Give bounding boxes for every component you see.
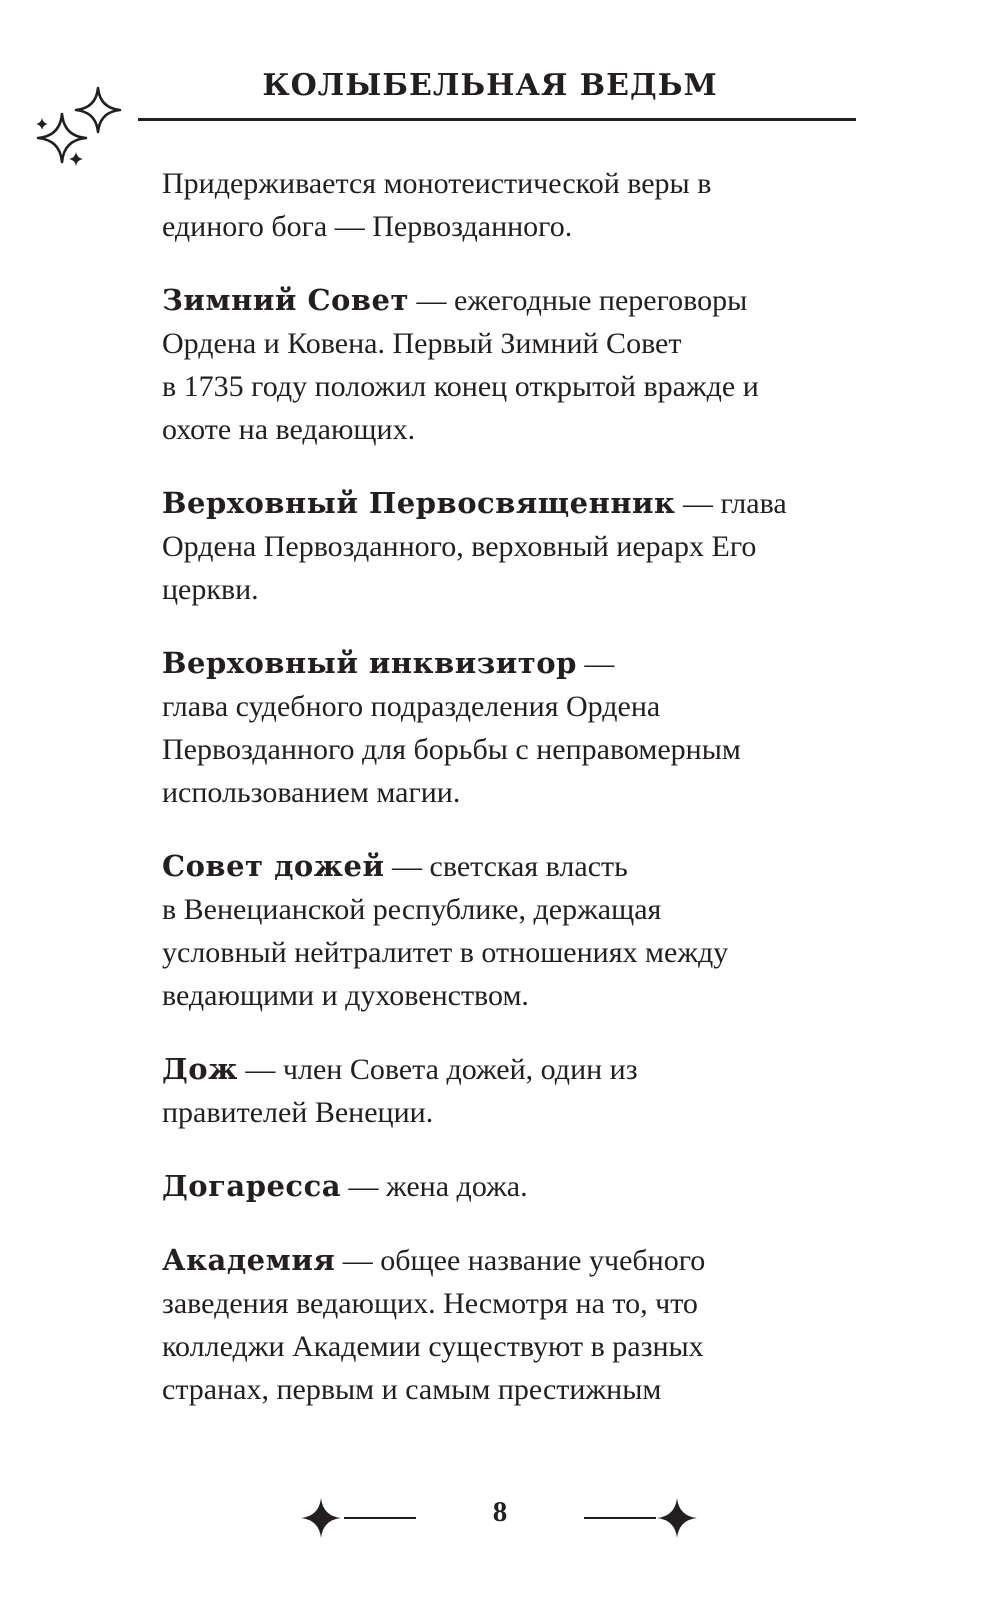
entry-line: использованием магии. [162,776,461,809]
entry-line: Ордена и Ковена. Первый Зимний Совет [162,327,682,360]
entry-first-line [162,482,862,525]
sparkle-stars-icon [26,86,138,186]
entry-definition-start: — глава [675,487,787,520]
four-point-star-icon [656,1497,698,1539]
running-head-title: КОЛЫБЕЛЬНАЯ ВЕДЬМ [262,68,718,103]
glossary-term: Верховный Первосвященник [162,486,676,520]
entry-line: правителей Венеции. [162,1096,434,1129]
page-number: 8 [492,1496,508,1528]
glossary-entry [162,279,862,451]
glossary-term: Академия [162,1243,336,1277]
glossary-entry [162,642,862,814]
entry-line: церкви. [162,573,259,606]
entry-definition-start: — общее название учебного [335,1244,706,1277]
entry-line: условный нейтралитет в отношениях между [162,936,729,969]
entry-line: глава судебного подразделения Ордена [162,690,661,723]
entry-first-line [162,1165,862,1208]
entry-line: Ордена Первозданного, верховный иерарх Его [162,530,757,563]
entry-definition-start: — жена дожа. [341,1170,528,1203]
entry-line: Придерживается монотеистической веры в [162,167,712,200]
glossary-entry [162,482,862,611]
glossary-term: Верховный инквизитор [162,646,577,680]
entry-first-line [162,279,862,322]
page-footer [0,1493,1000,1543]
glossary-entry [162,1048,862,1134]
four-point-star-icon [300,1497,342,1539]
entry-definition-start: — ежегодные переговоры [408,284,748,317]
entry-first-line [162,845,862,888]
entry-line: единого бога — Первозданного. [162,210,573,243]
entry-line: заведения ведающих. Несмотря на то, что [162,1287,698,1320]
entry-line: странах, первым и самым престижным [162,1373,662,1406]
glossary-body [162,162,862,1442]
glossary-entry [162,845,862,1017]
entry-first-line [162,642,862,685]
entry-first-line [162,1048,862,1091]
entry-line: ведающими и духовенством. [162,979,529,1012]
glossary-term: Догаресса [162,1169,342,1203]
glossary-term: Зимний Совет [162,283,409,317]
entry-definition-start: — [576,647,615,680]
glossary-entry [162,1239,862,1411]
glossary-term: Дож [162,1052,238,1086]
entry-line: колледжи Академии существуют в разных [162,1330,704,1363]
glossary-entry [162,162,862,248]
header-rule [138,118,856,121]
entry-line: в 1735 году положил конец открытой вражде и [162,370,759,403]
glossary-term: Совет дожей [162,849,385,883]
footer-rule-right [584,1517,656,1519]
entry-first-line [162,1239,862,1282]
entry-definition-start: — член Совета дожей, один из [237,1053,638,1086]
footer-rule-left [344,1517,416,1519]
entry-line: в Венецианской республике, держащая [162,893,662,926]
entry-line: Первозданного для борьбы с неправомерным [162,733,741,766]
entry-line: охоте на ведающих. [162,413,416,446]
entry-definition-start: — светская власть [384,850,628,883]
glossary-entry [162,1165,862,1208]
